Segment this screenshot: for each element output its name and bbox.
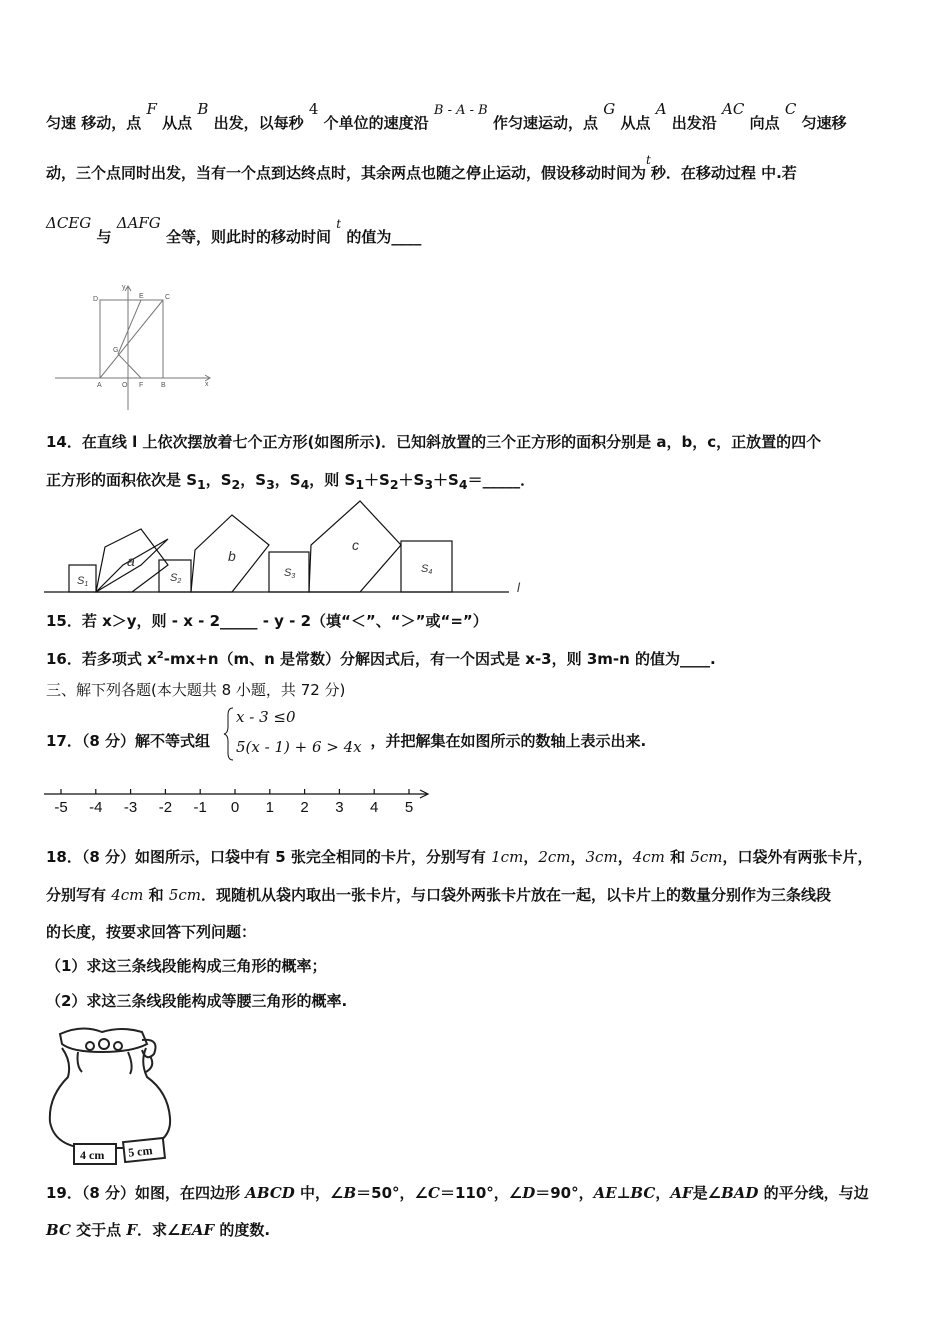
tick-label: -2 [158,799,173,816]
tick-label: 5 [404,799,414,816]
q19-line2: BC 交于点 F．求∠EAF 的度数. [46,1221,271,1239]
q17-text: 17．（8 分）解不等式组 ，并把解集在如图所示的数轴上表示出来. [46,732,647,750]
q13-line1: 匀速 移动，点 F 从点 B 出发，以每秒 4 个单位的速度沿 B - A - B 作匀速运动，点 G 从点 A 出发沿 AC 向点 C 匀速移 [46,100,847,132]
tick-label: -4 [89,799,103,816]
tick-label: 1 [265,799,274,816]
label-A: A [97,382,102,389]
label-a: a [127,553,135,569]
label-l: l [517,580,520,595]
number-line [44,782,444,817]
card-5cm [123,1138,165,1162]
q14-line2: 正方形的面积依次是 $S_1$，$S_2$，$S_3$，$S_4$，则 $S_1+S_2+S_3+S_4=\_\_\_\_\_$． [46,471,536,492]
q14-squares-figure [44,495,534,600]
q18-line3: 的长度，按要求回答下列问题： [46,923,257,941]
q18-line2: 分别写有 4cm 和 5cm．现随机从袋内取出一张卡片，与口袋外两张卡片放在一起，以卡片上的数量分别作为三条线段 [46,886,832,904]
label-S2: S2 [170,572,182,585]
q19-line1: 19．（8 分）如图，在四边形 ABCD 中，∠B＝50°，∠C＝110°，∠D＝90°，AE⊥BC，AF是∠BAD 的平分线，与边 [46,1184,869,1202]
q13-coordinate-figure [55,280,220,415]
q13-line2: 动，三个点同时出发，当有一个点到达终点时，其余两点也随之停止运动，假设移动时间为$^t$秒．在移动过程 中.若 [46,153,797,182]
label-G: G [113,347,119,354]
label-S1: S1 [77,575,89,588]
label-B: B [161,382,166,389]
q18-part1: （1）求这三条线段能构成三角形的概率； [46,957,327,975]
label-O: O [122,382,128,389]
tick-label: 2 [300,799,309,816]
tick-label: -1 [193,799,207,816]
label-F: F [139,382,144,389]
label-S3: S3 [284,567,296,580]
label-x: x [205,381,209,388]
label-S4: S4 [421,563,433,576]
label-D: D [93,296,99,303]
svg-text:x - 3 ≤0: x - 3 ≤0 [236,708,296,726]
label-y: y [122,284,126,291]
label-c: c [352,537,359,553]
svg-text:4 cm: 4 cm [80,1148,105,1162]
tick-label: -3 [123,799,138,816]
q14-line1: 14．在直线 l 上依次摆放着七个正方形(如图所示)．已知斜放置的三个正方形的面积分别是 a，b，c，正放置的四个 [46,433,822,451]
tick-label: -5 [54,799,68,816]
label-E: E [139,293,144,300]
label-b: b [228,548,236,564]
q18-part2: （2）求这三条线段能构成等腰三角形的概率. [46,992,348,1010]
label-C: C [165,294,171,301]
section-3-title: 三、解下列各题(本大题共 8 小题，共 72 分) [46,681,346,699]
card-4cm [74,1144,116,1164]
q15-text: 15．若 x＞y，则 - x - 2_____ - y - 2（填“＜”、“＞”或“=”） [46,612,488,630]
tick-label: 3 [335,799,344,816]
bag-figure [42,1022,182,1172]
tick-label: 4 [370,799,379,816]
q13-line3: ΔCEG 与 ΔAFG 全等，则此时的移动时间 $^t$ 的值为____ [46,214,422,246]
q18-line1: 18．（8 分）如图所示，口袋中有 5 张完全相同的卡片，分别写有 1cm，2cm，3cm，4cm 和 5cm，口袋外有两张卡片， [46,848,873,866]
q17-inequality-system [224,705,384,763]
svg-text:5(x - 1) + 6 > 4x: 5(x - 1) + 6 > 4x [236,738,362,756]
q16-text: 16．若多项式 $x^2-mx+n(m$、n 是常数）分解因式后，有一个因式是 x-3，则 3m-n 的值为____. [46,650,716,668]
tick-label: 0 [230,799,240,816]
svg-text:5 cm: 5 cm [127,1143,154,1160]
